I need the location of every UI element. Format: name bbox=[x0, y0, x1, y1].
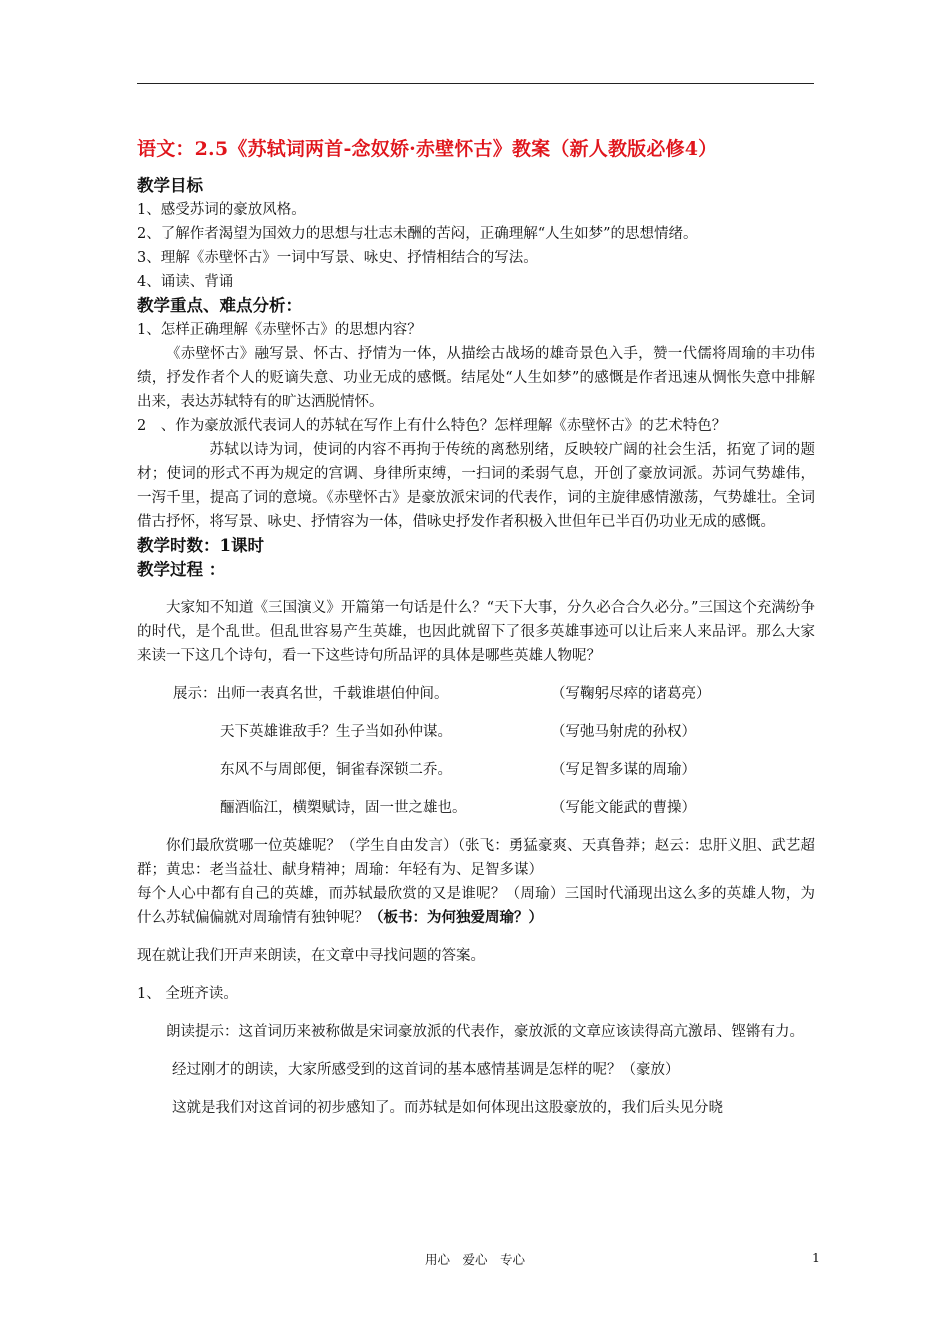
after-reading: 经过刚才的朗读，大家所感受到的这首词的基本感情基调是怎样的呢？（豪放） bbox=[172, 1062, 680, 1078]
discussion-paragraph-2 bbox=[137, 882, 815, 930]
analysis-question-1: 1、怎样正确理解《赤壁怀古》的思想内容？ bbox=[137, 322, 422, 338]
goal-item: 3、理解《赤壁怀古》一词中写景、咏史、抒情相结合的写法。 bbox=[137, 250, 538, 266]
page-footer: 用心 爱心 专心 bbox=[424, 1252, 525, 1267]
analysis-question-2: 2 、作为豪放派代表词人的苏轼在写作上有什么特色？怎样理解《赤壁怀古》的艺术特色？ bbox=[137, 418, 727, 434]
poem-showcase bbox=[137, 682, 815, 834]
poem-note: （写能文能武的曹操） bbox=[551, 800, 696, 816]
discussion-paragraph: 你们最欣赏哪一位英雄呢？（学生自由发言）（张飞：勇猛豪爽、天真鲁莽；赵云：忠肝义胆、武艺超群；黄忠：老当益壮、献身精神；周瑜：年轻有为、足智多谋） bbox=[137, 838, 815, 878]
section-heading-hours: 教学时数：1课时 bbox=[137, 536, 264, 555]
poem-line: 酾酒临江，横槊赋诗，固一世之雄也。 bbox=[220, 800, 467, 816]
section-heading-analysis: 教学重点、难点分析： bbox=[137, 296, 302, 315]
closing-paragraph: 这就是我们对这首词的初步感知了。而苏轼是如何体现出这股豪放的，我们后头见分晓 bbox=[172, 1100, 723, 1116]
poem-row bbox=[137, 758, 815, 796]
poem-row bbox=[137, 796, 815, 834]
poem-row bbox=[137, 682, 815, 720]
document-title: 语文：2.5《苏轼词两首-念奴娇·赤壁怀古》教案（新人教版必修4） bbox=[137, 138, 718, 160]
analysis-answer-2: 苏轼以诗为词，使词的内容不再拘于传统的离愁别绪，反映较广阔的社会生活，拓宽了词的题材；使词的形式不再为规定的宫调、身律所束缚，一扫词的柔弱气息，开创了豪放词派。苏词气势雄伟，一泻千里，提高了词的意境。《赤壁怀古》是豪放派宋词的代表作，词的主旋律感情激荡，气势雄壮。全词借古抒怀，将写景、咏史、抒情容为一体，借咏史抒发作者积极入世但年已半百仍功业无成的感慨。 bbox=[137, 442, 815, 530]
poem-line: 展示：出师一表真名世，千载谁堪伯仲间。 bbox=[173, 686, 449, 702]
poem-line: 天下英雄谁敌手？生子当如孙仲谋。 bbox=[220, 724, 452, 740]
goal-item: 4、诵读、背诵 bbox=[137, 274, 234, 290]
section-heading-process: 教学过程 ： bbox=[137, 560, 226, 579]
board-note: （板书：为何独爱周瑜？） bbox=[369, 909, 543, 926]
discussion-text: 每个人心中都有自己的英雄，而苏轼最欣赏的又是谁呢？（周瑜）三国时代涌现出这么多的英雄人物，为什么苏轼偏偏就对周瑜情有独钟呢？ bbox=[137, 886, 815, 926]
reading-tip: 朗读提示：这首词历来被称做是宋词豪放派的代表作，豪放派的文章应该读得高亢激昂、铿锵有力。 bbox=[166, 1024, 804, 1040]
analysis-answer-1: 《赤壁怀古》融写景、怀古、抒情为一体，从描绘古战场的雄奇景色入手，赞一代儒将周瑜的丰功伟绩，抒发作者个人的贬谪失意、功业无成的感慨。结尾处“人生如梦”的感慨是作者迅速从惆怅失意中排解出来，表达苏轼特有的旷达洒脱情怀。 bbox=[137, 346, 815, 410]
poem-row bbox=[137, 720, 815, 758]
page-number: 1 bbox=[812, 1250, 820, 1265]
step-1: 1、 全班齐读。 bbox=[137, 986, 238, 1002]
process-intro: 大家知不知道《三国演义》开篇第一句话是什么？“天下大事，分久必合合久必分。”三国这个充满纷争的时代，是个乱世。但乱世容易产生英雄，也因此就留下了很多英雄事迹可以让后来人来品评。那么大家来读一下这几个诗句，看一下这些诗句所品评的具体是哪些英雄人物呢？ bbox=[137, 600, 815, 664]
header-rule bbox=[137, 83, 814, 84]
goal-item: 2、了解作者渴望为国效力的思想与壮志未酬的苦闷，正确理解“人生如梦”的思想情绪。 bbox=[137, 226, 698, 242]
poem-note: （写足智多谋的周瑜） bbox=[551, 762, 696, 778]
reading-intro: 现在就让我们开声来朗读，在文章中寻找问题的答案。 bbox=[137, 948, 485, 964]
goal-item: 1、感受苏词的豪放风格。 bbox=[137, 202, 306, 218]
poem-note: （写弛马射虎的孙权） bbox=[551, 724, 696, 740]
section-heading-goals: 教学目标 bbox=[137, 176, 203, 195]
document-body bbox=[137, 136, 815, 1120]
poem-line: 东风不与周郎便，铜雀春深锁二乔。 bbox=[220, 762, 452, 778]
poem-note: （写鞠躬尽瘁的诸葛亮） bbox=[551, 686, 711, 702]
